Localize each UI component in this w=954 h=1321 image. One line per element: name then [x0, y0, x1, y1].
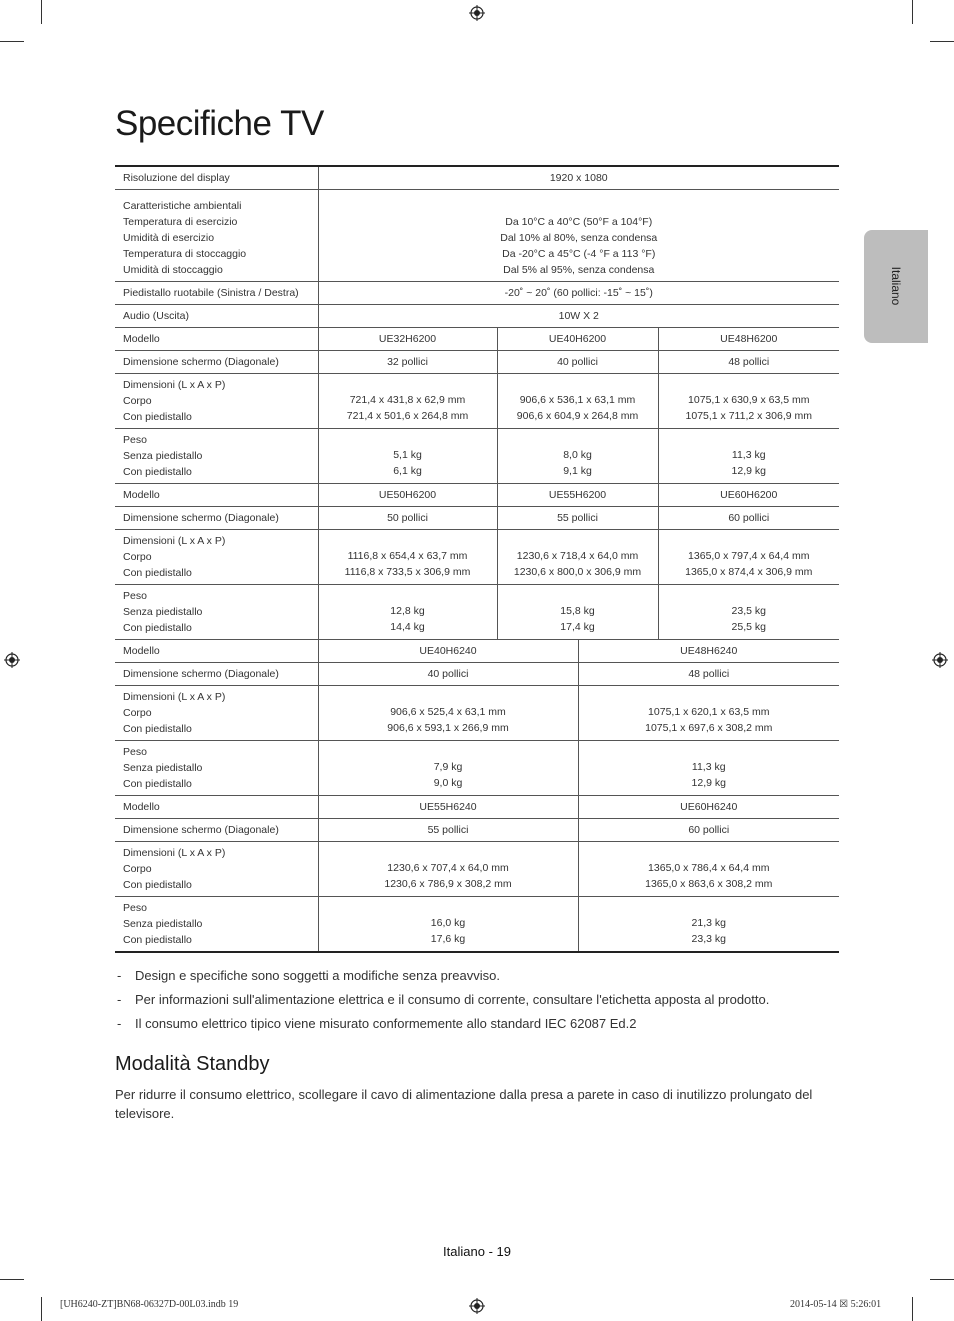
value-line: 12,8 kg [390, 605, 425, 617]
table-row [115, 484, 839, 507]
notes-list [117, 968, 847, 1040]
value-line: 12,9 kg [691, 777, 726, 789]
table-row [115, 429, 839, 484]
label-line: Caratteristiche ambientali [123, 200, 242, 212]
value-line: 16,0 kg [430, 917, 466, 929]
value-line: 6,1 kg [393, 465, 422, 477]
value-line: 17,6 kg [430, 933, 466, 945]
value-line: 5,1 kg [393, 449, 422, 461]
label-line: Umidità di stoccaggio [123, 264, 223, 276]
value-cell: 55 pollici [318, 819, 578, 842]
crop-mark [930, 1279, 954, 1280]
value-cell [318, 897, 578, 953]
row-label: Modello [115, 484, 318, 507]
label-line: Temperatura di stoccaggio [123, 248, 247, 260]
value-line: Dal 10% al 80%, senza condensa [500, 231, 658, 244]
row-label: Modello [115, 640, 318, 663]
label-line: Senza piedistallo [123, 606, 203, 618]
stand-value: -20˚ ~ 20˚ (60 pollici: -15˚ ~ 15˚) [318, 282, 839, 305]
table-row [115, 507, 839, 530]
crop-mark [912, 0, 913, 24]
value-line: 721,4 x 501,6 x 264,8 mm [346, 410, 469, 422]
row-label: Dimensione schermo (Diagonale) [115, 819, 318, 842]
label-line: Dimensioni (L x A x P) [123, 847, 226, 859]
value-cell [658, 429, 839, 484]
value-cell [318, 842, 578, 897]
label-line: Corpo [123, 863, 152, 875]
value-cell [658, 530, 839, 585]
value-cell [497, 429, 658, 484]
registration-mark-icon [469, 1298, 485, 1314]
label-line: Con piedistallo [123, 411, 192, 423]
value-line: 1230,6 x 786,9 x 308,2 mm [384, 878, 512, 890]
crop-mark [930, 41, 954, 42]
value-line: 721,4 x 431,8 x 62,9 mm [349, 394, 466, 406]
label-line: Con piedistallo [123, 723, 192, 735]
registration-mark-icon [469, 5, 485, 21]
value-line: 1116,8 x 733,5 x 306,9 mm [344, 566, 471, 578]
value-cell: 40 pollici [318, 663, 578, 686]
page-number: Italiano - 19 [443, 1244, 511, 1259]
value-cell [318, 741, 578, 796]
table-row [115, 842, 839, 897]
label-line: Con piedistallo [123, 622, 192, 634]
value-cell: 48 pollici [658, 351, 839, 374]
crop-mark [0, 1279, 24, 1280]
table-row [115, 796, 839, 819]
label-line: Corpo [123, 395, 152, 407]
row-label: Audio (Uscita) [115, 305, 318, 328]
value-cell [497, 374, 658, 429]
note-item [117, 992, 847, 1008]
value-cell [318, 686, 578, 741]
value-cell: 60 pollici [578, 819, 839, 842]
table-row [115, 190, 839, 282]
table-row [115, 663, 839, 686]
standby-heading: Modalità Standby [115, 1053, 270, 1075]
value-line: 1075,1 x 630,9 x 63,5 mm [688, 394, 810, 406]
crop-mark [41, 0, 42, 24]
value-cell: 48 pollici [578, 663, 839, 686]
value-line: 1116,8 x 654,4 x 63,7 mm [347, 550, 468, 562]
value-line: 906,6 x 593,1 x 266,9 mm [387, 722, 509, 734]
label-line: Dimensioni (L x A x P) [123, 535, 226, 547]
value-line: 11,3 kg [731, 449, 766, 461]
value-cell [578, 897, 839, 953]
value-line: Dal 5% al 95%, senza condensa [503, 263, 655, 276]
value-line: 1230,6 x 707,4 x 64,0 mm [387, 862, 509, 874]
table-row [115, 374, 839, 429]
value-line: 7,9 kg [433, 761, 463, 773]
value-cell: UE40H6240 [318, 640, 578, 663]
label-line: Temperatura di esercizio [123, 216, 238, 228]
table-row [115, 282, 839, 305]
row-label: Dimensione schermo (Diagonale) [115, 663, 318, 686]
value-line: 25,5 kg [731, 621, 766, 633]
table-row [115, 686, 839, 741]
label-line: Peso [123, 746, 147, 758]
value-line: 8,0 kg [563, 449, 592, 461]
value-line: 14,4 kg [390, 621, 425, 633]
value-cell: UE32H6200 [318, 328, 497, 351]
note-item [117, 1016, 847, 1032]
label-line: Dimensioni (L x A x P) [123, 691, 226, 703]
note-item [117, 968, 847, 984]
value-cell [318, 429, 497, 484]
row-label [115, 897, 318, 953]
value-line: 17,4 kg [560, 621, 595, 633]
label-line: Con piedistallo [123, 567, 192, 579]
value-line: 1365,0 x 797,4 x 64,4 mm [688, 550, 810, 562]
value-line: 1075,1 x 711,2 x 306,9 mm [685, 410, 812, 422]
value-line: 906,6 x 536,1 x 63,1 mm [519, 394, 636, 406]
label-line: Peso [123, 590, 147, 602]
value-line: 1075,1 x 620,1 x 63,5 mm [648, 706, 770, 718]
value-cell [578, 741, 839, 796]
standby-text: Per ridurre il consumo elettrico, scollegare il cavo di alimentazione dalla presa a parete in caso di inutilizzo prolungato del televisore. [115, 1087, 813, 1121]
table-row [115, 351, 839, 374]
table-row [115, 530, 839, 585]
row-label [115, 842, 318, 897]
value-line: 23,3 kg [691, 933, 726, 945]
crop-mark [0, 41, 24, 42]
value-cell: UE55H6240 [318, 796, 578, 819]
page-title: Specifiche TV [115, 104, 324, 143]
print-slug-left: [UH6240-ZT]BN68-06327D-00L03.indb 19 [60, 1299, 239, 1310]
table-row [115, 897, 839, 953]
audio-value: 10W X 2 [318, 305, 839, 328]
row-label: Modello [115, 796, 318, 819]
resolution-value: 1920 x 1080 [318, 166, 839, 190]
value-line: 9,0 kg [433, 777, 463, 789]
value-cell [578, 842, 839, 897]
note-dash: - [117, 1016, 122, 1031]
note-text: Design e specifiche sono soggetti a modifiche senza preavviso. [135, 968, 500, 983]
value-cell: UE50H6200 [318, 484, 497, 507]
label-line: Peso [123, 434, 147, 446]
row-label: Piedistallo ruotabile (Sinistra / Destra) [115, 282, 318, 305]
value-line: 906,6 x 525,4 x 63,1 mm [390, 706, 506, 718]
language-tab [864, 230, 928, 343]
value-line: 23,5 kg [731, 605, 766, 617]
row-label [115, 686, 318, 741]
value-cell: 32 pollici [318, 351, 497, 374]
label-line: Con piedistallo [123, 934, 192, 946]
table-row [115, 166, 839, 190]
label-line: Peso [123, 902, 147, 914]
registration-mark-icon [4, 652, 20, 668]
value-line: 1365,0 x 786,4 x 64,4 mm [648, 862, 770, 874]
value-cell: 55 pollici [497, 507, 658, 530]
spec-table-body [115, 166, 839, 952]
registration-mark-icon [932, 652, 948, 668]
value-line: 21,3 kg [691, 917, 726, 929]
value-line: Da -20°C a 45°C (-4 °F a 113 °F) [502, 247, 656, 260]
table-row [115, 585, 839, 640]
label-line: Dimensioni (L x A x P) [123, 379, 226, 391]
value-line: 1365,0 x 863,6 x 308,2 mm [645, 878, 773, 890]
row-label: Risoluzione del display [115, 166, 318, 190]
table-row [115, 305, 839, 328]
value-line: Da 10°C a 40°C (50°F a 104°F) [505, 215, 653, 228]
value-cell: UE40H6200 [497, 328, 658, 351]
value-line: 12,9 kg [731, 465, 766, 477]
value-line: 11,3 kg [691, 761, 726, 773]
row-label: Dimensione schermo (Diagonale) [115, 507, 318, 530]
value-line: 1075,1 x 697,6 x 308,2 mm [645, 722, 773, 734]
row-label [115, 741, 318, 796]
row-label: Dimensione schermo (Diagonale) [115, 351, 318, 374]
row-label [115, 374, 318, 429]
table-row [115, 819, 839, 842]
label-line: Con piedistallo [123, 879, 192, 891]
value-line: 1230,6 x 718,4 x 64,0 mm [516, 550, 639, 562]
value-cell [658, 374, 839, 429]
label-line: Corpo [123, 551, 152, 563]
value-line: 9,1 kg [563, 465, 592, 477]
note-text: Per informazioni sull'alimentazione elettrica e il consumo di corrente, consultare l'etichetta apposta al prodotto. [135, 992, 770, 1007]
value-cell [497, 585, 658, 640]
crop-mark [912, 1297, 913, 1321]
label-line: Senza piedistallo [123, 762, 203, 774]
table-row [115, 640, 839, 663]
label-line: Umidità di esercizio [123, 232, 215, 244]
row-label [115, 530, 318, 585]
value-cell: UE55H6200 [497, 484, 658, 507]
value-line: 1230,6 x 800,0 x 306,9 mm [513, 566, 642, 578]
crop-mark [41, 1297, 42, 1321]
value-cell: 40 pollici [497, 351, 658, 374]
print-slug-right: 2014-05-14 ☒ 5:26:01 [790, 1299, 882, 1310]
language-tab-label: Italiano [889, 266, 903, 306]
value-cell [578, 686, 839, 741]
value-line: 15,8 kg [560, 605, 595, 617]
row-label [115, 429, 318, 484]
table-row [115, 328, 839, 351]
environment-values [318, 190, 839, 282]
value-line: 906,6 x 604,9 x 264,8 mm [516, 410, 639, 422]
row-label [115, 190, 318, 282]
row-label: Modello [115, 328, 318, 351]
value-cell [318, 530, 497, 585]
row-label [115, 585, 318, 640]
value-cell: 50 pollici [318, 507, 497, 530]
note-dash: - [117, 968, 122, 983]
value-cell: UE60H6200 [658, 484, 839, 507]
label-line: Con piedistallo [123, 778, 192, 790]
table-row [115, 741, 839, 796]
label-line: Senza piedistallo [123, 918, 203, 930]
value-cell [658, 585, 839, 640]
label-line: Con piedistallo [123, 466, 192, 478]
value-cell [318, 585, 497, 640]
value-cell [318, 374, 497, 429]
value-cell: UE48H6240 [578, 640, 839, 663]
value-cell: UE60H6240 [578, 796, 839, 819]
value-cell: UE48H6200 [658, 328, 839, 351]
value-cell [497, 530, 658, 585]
label-line: Senza piedistallo [123, 450, 203, 462]
note-text: Il consumo elettrico tipico viene misurato conformemente allo standard IEC 62087 Ed.2 [135, 1016, 637, 1031]
value-line: 1365,0 x 874,4 x 306,9 mm [685, 566, 813, 578]
spec-table [115, 165, 839, 953]
value-cell: 60 pollici [658, 507, 839, 530]
note-dash: - [117, 992, 122, 1007]
label-line: Corpo [123, 707, 152, 719]
